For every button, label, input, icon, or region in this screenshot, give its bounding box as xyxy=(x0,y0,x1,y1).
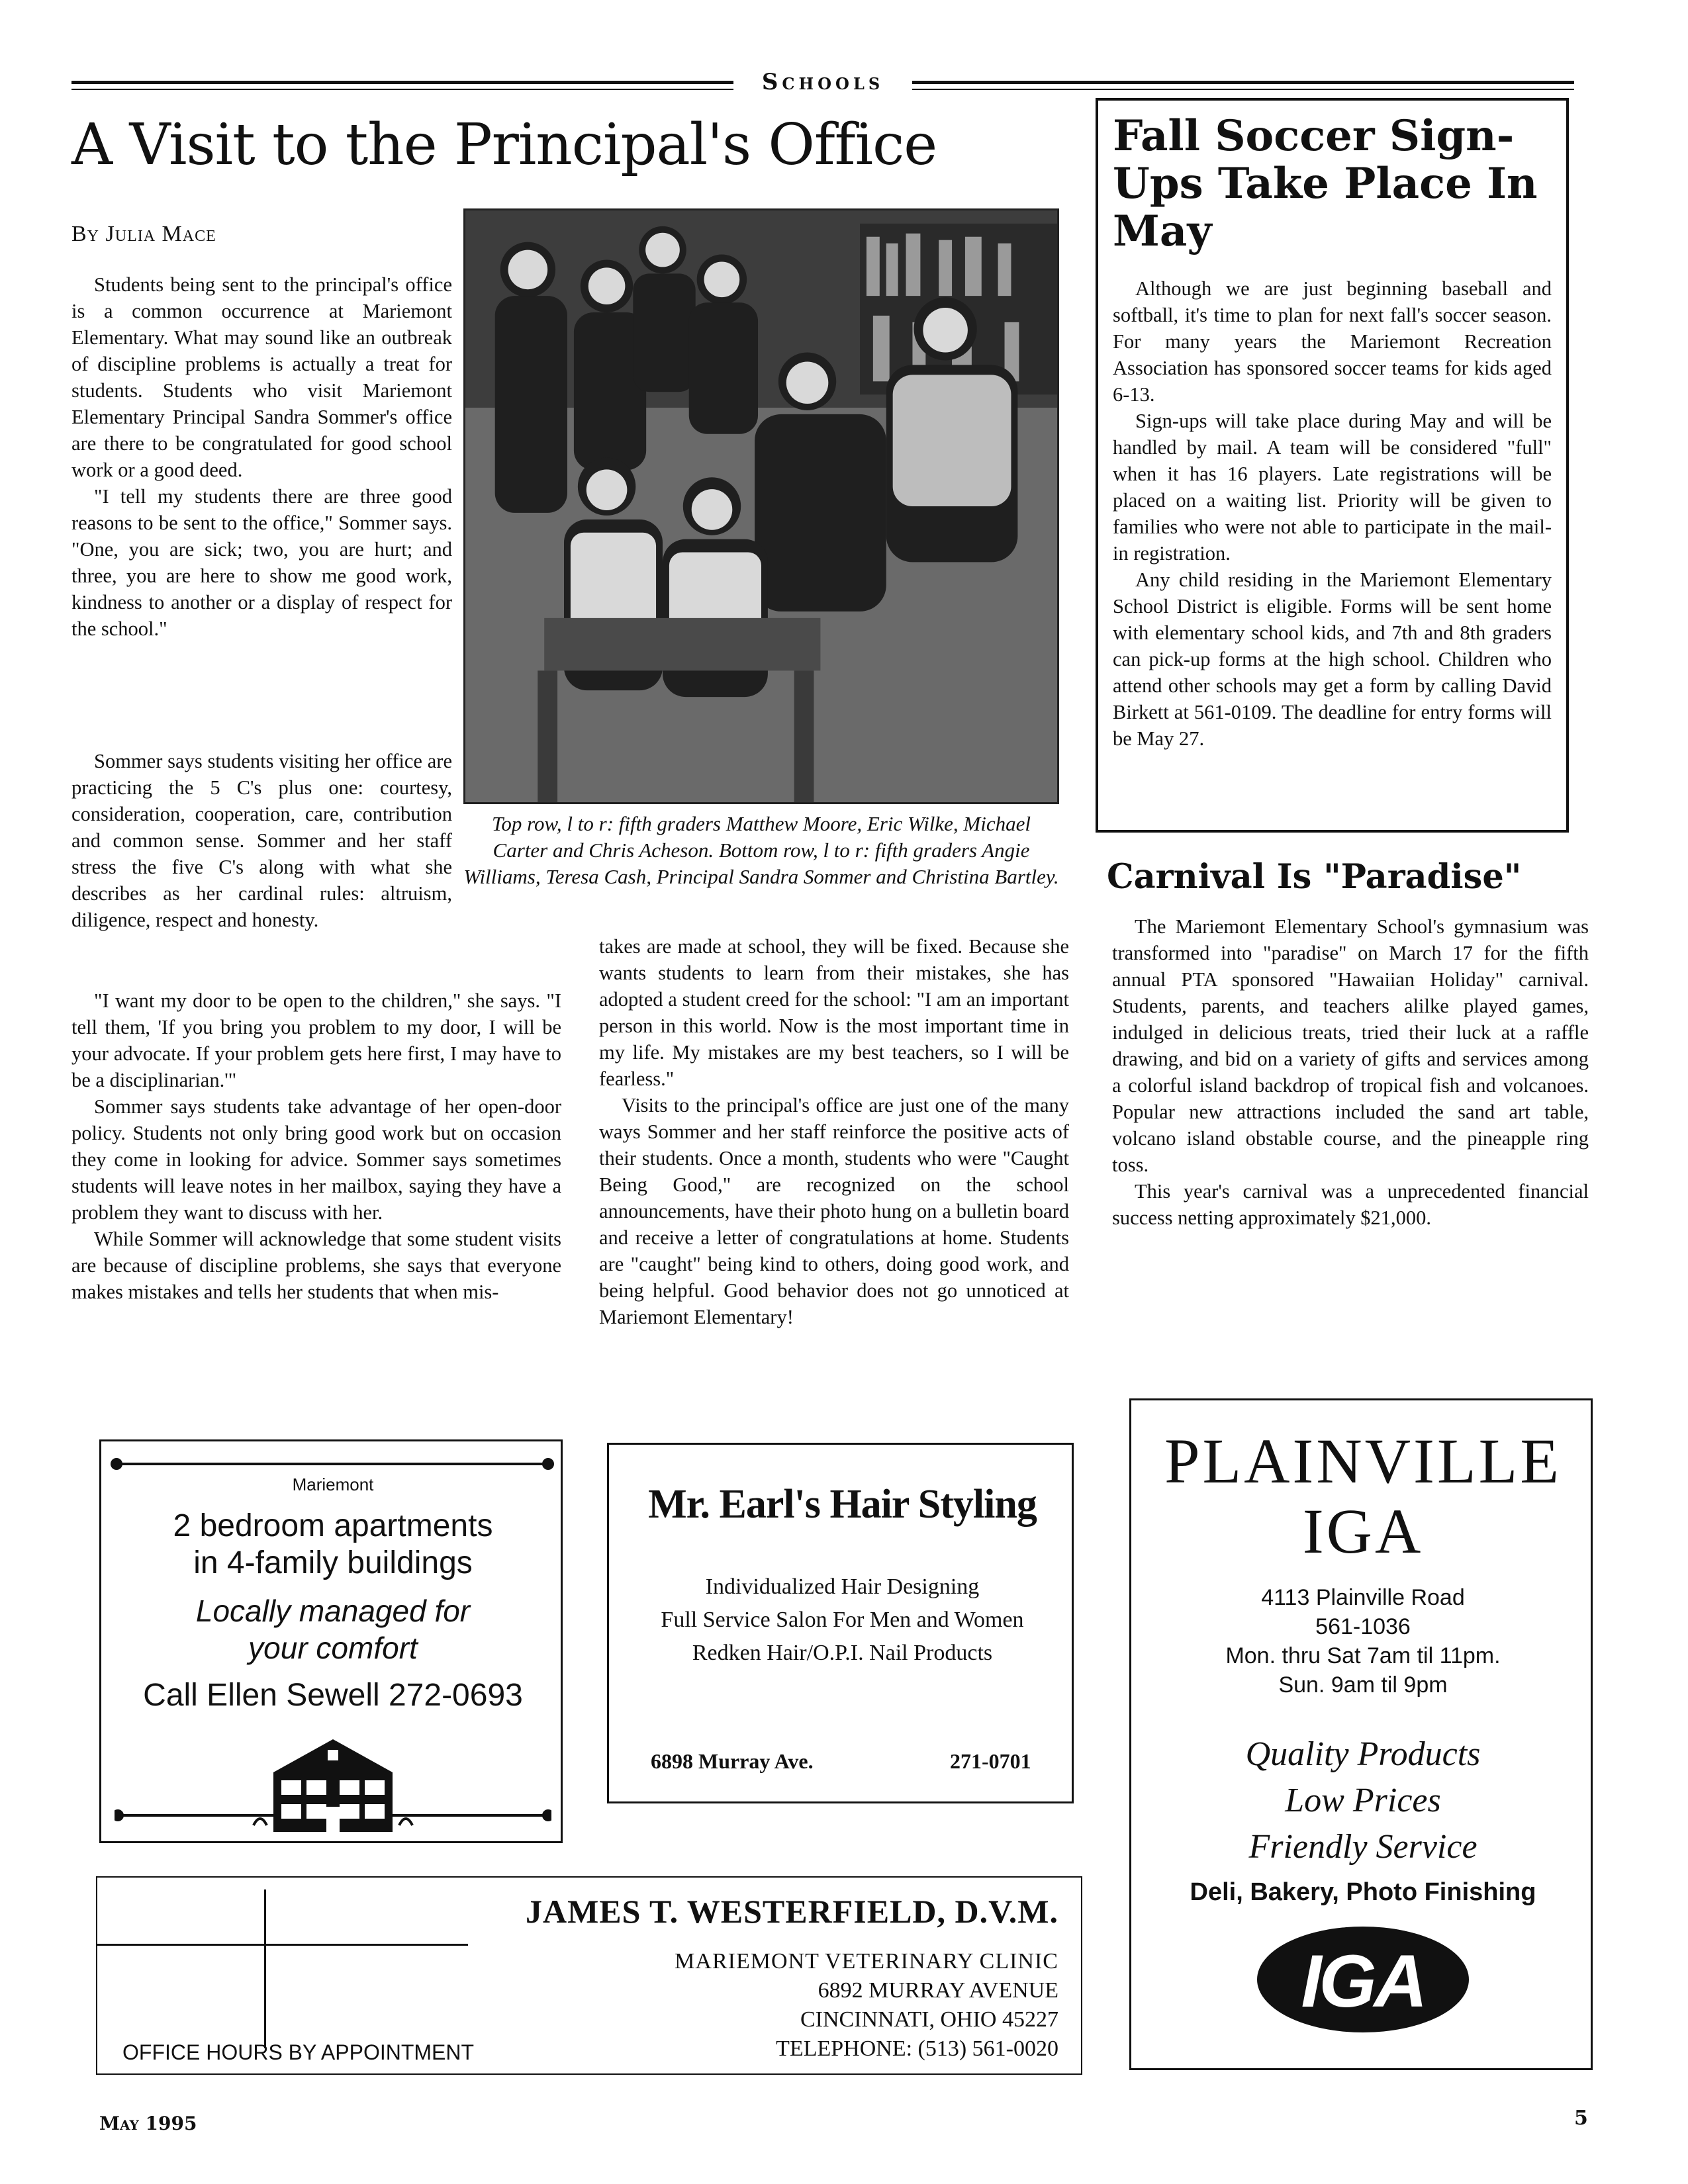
ad-rule-top xyxy=(115,1463,551,1465)
iga-logo-text: IGA xyxy=(1301,1940,1425,2023)
apartments-line-4: your comfort xyxy=(248,1631,418,1665)
house-icon xyxy=(115,1726,551,1839)
section-rule-left-thin xyxy=(71,89,733,90)
vet-crosshair-vertical xyxy=(264,1889,266,2048)
article-column-1-continued xyxy=(71,748,452,933)
iga-departments: Deli, Bakery, Photo Finishing xyxy=(1190,1878,1536,1906)
hair-salon-line-3: Redken Hair/O.P.I. Nail Products xyxy=(692,1641,993,1665)
iga-address: 4113 Plainville Road xyxy=(1261,1585,1465,1610)
apartments-line-1: 2 bedroom apartments xyxy=(173,1508,493,1543)
soccer-paragraph: Sign-ups will take place during May and will be handled by mail. A team will be considered "full" when it has 16 players. Late registrations will be placed on a waiting list. Priority will be given to families who were not able to participate in the mail-in registration. xyxy=(1113,410,1552,565)
hair-salon-line-2: Full Service Salon For Men and Women xyxy=(661,1608,1024,1632)
vet-city: CINCINNATI, OHIO 45227 xyxy=(800,2007,1058,2032)
carnival-body xyxy=(1112,913,1589,1231)
vet-clinic: MARIEMONT VETERINARY CLINIC xyxy=(675,1949,1058,1974)
section-label: Schools xyxy=(761,69,884,95)
article-paragraph: Students being sent to the principal's office is a common occurrence at Mariemont Elementary. What may sound like an outbreak of discipline problems is actually a treat for students. Students who visit Mariemont Elementary Principal Sandra Sommer's office are there to be congratulated for good school work or a good deed. xyxy=(71,273,452,481)
issue-date: May 1995 xyxy=(99,2113,197,2134)
article-headline: A Visit to the Principal's Office xyxy=(71,112,937,178)
article-paragraph: Sommer says students visiting her office are practicing the 5 C's plus one: courtesy, consideration, cooperation, care, contribution and common sense. Sommer and her staff stress the five C's along with what she describes as her cardinal rules: altruism, diligence, respect and honesty. xyxy=(71,750,452,931)
vet-crosshair-horizontal xyxy=(97,1944,468,1946)
iga-hours-weekday: Mon. thru Sat 7am til 11pm. xyxy=(1225,1643,1501,1668)
soccer-box xyxy=(1096,98,1569,833)
section-rule-left xyxy=(71,81,733,84)
article-column-1-lower xyxy=(71,987,561,1305)
vet-hours: OFFICE HOURS BY APPOINTMENT xyxy=(122,2040,475,2064)
photo-illustration xyxy=(465,210,1057,802)
apartments-ad xyxy=(99,1439,563,1843)
photo-caption: Top row, l to r: fifth graders Matthew Moore, Eric Wilke, Michael Carter and Chris Acheson. Bottom row, l to r: fifth graders Angie Williams, Teresa Cash, Principal Sandra Sommer and Christina Bartley. xyxy=(463,812,1059,888)
hair-salon-phone: 271-0701 xyxy=(950,1749,1031,1773)
soccer-body xyxy=(1113,275,1552,752)
article-column-1 xyxy=(71,271,452,642)
vet-telephone: TELEPHONE: (513) 561-0020 xyxy=(776,2036,1058,2061)
page-number: 5 xyxy=(1574,2107,1588,2130)
iga-phone: 561-1036 xyxy=(1315,1614,1411,1639)
carnival-paragraph: The Mariemont Elementary School's gymnasium was transformed into "paradise" on March 17 for the fifth annual PTA sponsored "Hawaiian Holiday" carnival. Students, parents, and teachers alilke played games, indulged in delicious treats, tried their luck at a raffle drawing, and bid on a variety of gifts and services among a colorful island backdrop of tropical fish and volcanoes. Popular new attractions included the sand art table, volcano island obstable course, and the pineapple ring toss. xyxy=(1112,915,1589,1176)
article-byline: By Julia Mace xyxy=(71,222,216,246)
apartments-line-2: in 4-family buildings xyxy=(193,1545,473,1580)
section-rule-right-thin xyxy=(912,89,1574,90)
article-paragraph: Sommer says students take advantage of her open-door policy. Students not only bring good work but on occasion they come in looking for advice. Sommer says sometimes students will leave notes in her mailbox, saying they have a problem they want to discuss with her. xyxy=(71,1095,561,1224)
article-paragraph: Visits to the principal's office are just one of the many ways Sommer and her staff reinforce the positive acts of their students. Once a month, students who were "Caught Being Good," are recognized on the school announcements, have their photo hung on a bulletin board and receive a letter of congratulations at home. Students are "caught" being kind to others, doing good work, and being helpful. Good behavior does not go unnoticed at Mariemont Elementary! xyxy=(599,1094,1069,1328)
article-photo xyxy=(463,208,1059,804)
ad-rule-dot xyxy=(111,1458,122,1470)
vet-name: JAMES T. WESTERFIELD, D.V.M. xyxy=(525,1893,1058,1930)
apartments-location: Mariemont xyxy=(292,1475,374,1494)
iga-logo xyxy=(1257,1927,1469,2032)
article-column-2 xyxy=(599,933,1069,1330)
hair-salon-line-1: Individualized Hair Designing xyxy=(705,1574,980,1599)
iga-hours-sunday: Sun. 9am til 9pm xyxy=(1278,1672,1448,1698)
soccer-title: Fall Soccer Sign-Ups Take Place In May xyxy=(1113,111,1538,256)
iga-slogan-2: Low Prices xyxy=(1285,1782,1441,1819)
carnival-title: Carnival Is "Paradise" xyxy=(1107,857,1522,897)
veterinary-ad xyxy=(96,1876,1082,2075)
iga-slogan-1: Quality Products xyxy=(1245,1735,1481,1773)
section-rule-right xyxy=(912,81,1574,84)
iga-ad xyxy=(1129,1398,1593,2070)
iga-slogan-3: Friendly Service xyxy=(1248,1828,1477,1866)
hair-salon-ad xyxy=(607,1443,1074,1803)
article-paragraph: takes are made at school, they will be fixed. Because she wants students to learn from their mistakes, she has adopted a student creed for the school: "I am an important person in this world. Now is the most important time in my life. My mistakes are my best teachers, so I will be fearless." xyxy=(599,935,1069,1090)
iga-store-name-line-1: PLAINVILLE xyxy=(1164,1426,1562,1496)
vet-street: 6892 MURRAY AVENUE xyxy=(818,1978,1058,2003)
iga-store-name-line-2: IGA xyxy=(1302,1496,1424,1567)
carnival-paragraph: This year's carnival was a unprecedented financial success netting approximately $21,000. xyxy=(1112,1180,1589,1229)
hair-salon-address: 6898 Murray Ave. xyxy=(651,1749,814,1773)
ad-rule-dot xyxy=(542,1458,554,1470)
article-paragraph: "I tell my students there are three good reasons to be sent to the office," Sommer says. "One, you are sick; two, you are hurt; and three, you are here to show me good work, kindness to another or a display of respect for the school." xyxy=(71,485,452,640)
apartments-contact: Call Ellen Sewell 272-0693 xyxy=(143,1678,523,1713)
hair-salon-title: Mr. Earl's Hair Styling xyxy=(648,1482,1037,1527)
soccer-paragraph: Any child residing in the Mariemont Elementary School District is eligible. Forms will be sent home with elementary school kids, and 7th and 8th graders can pick-up forms at the high school. Children who attend other schools may get a form by calling David Birkett at 561-0109. The deadline for entry forms will be May 27. xyxy=(1113,569,1552,750)
article-paragraph: "I want my door to be open to the children," she says. "I tell them, 'If you bring you problem to my door, I will be your advocate. If your problem gets here first, I may have to be a disciplinarian.'" xyxy=(71,989,561,1091)
article-paragraph: While Sommer will acknowledge that some student visits are because of discipline problems, she says that everyone makes mistakes and tells her students that when mis- xyxy=(71,1228,561,1303)
soccer-paragraph: Although we are just beginning baseball and softball, it's time to plan for next fall's soccer season. For many years the Mariemont Recreation Association has sponsored soccer teams for kids aged 6-13. xyxy=(1113,277,1552,406)
apartments-line-3: Locally managed for xyxy=(195,1594,471,1628)
